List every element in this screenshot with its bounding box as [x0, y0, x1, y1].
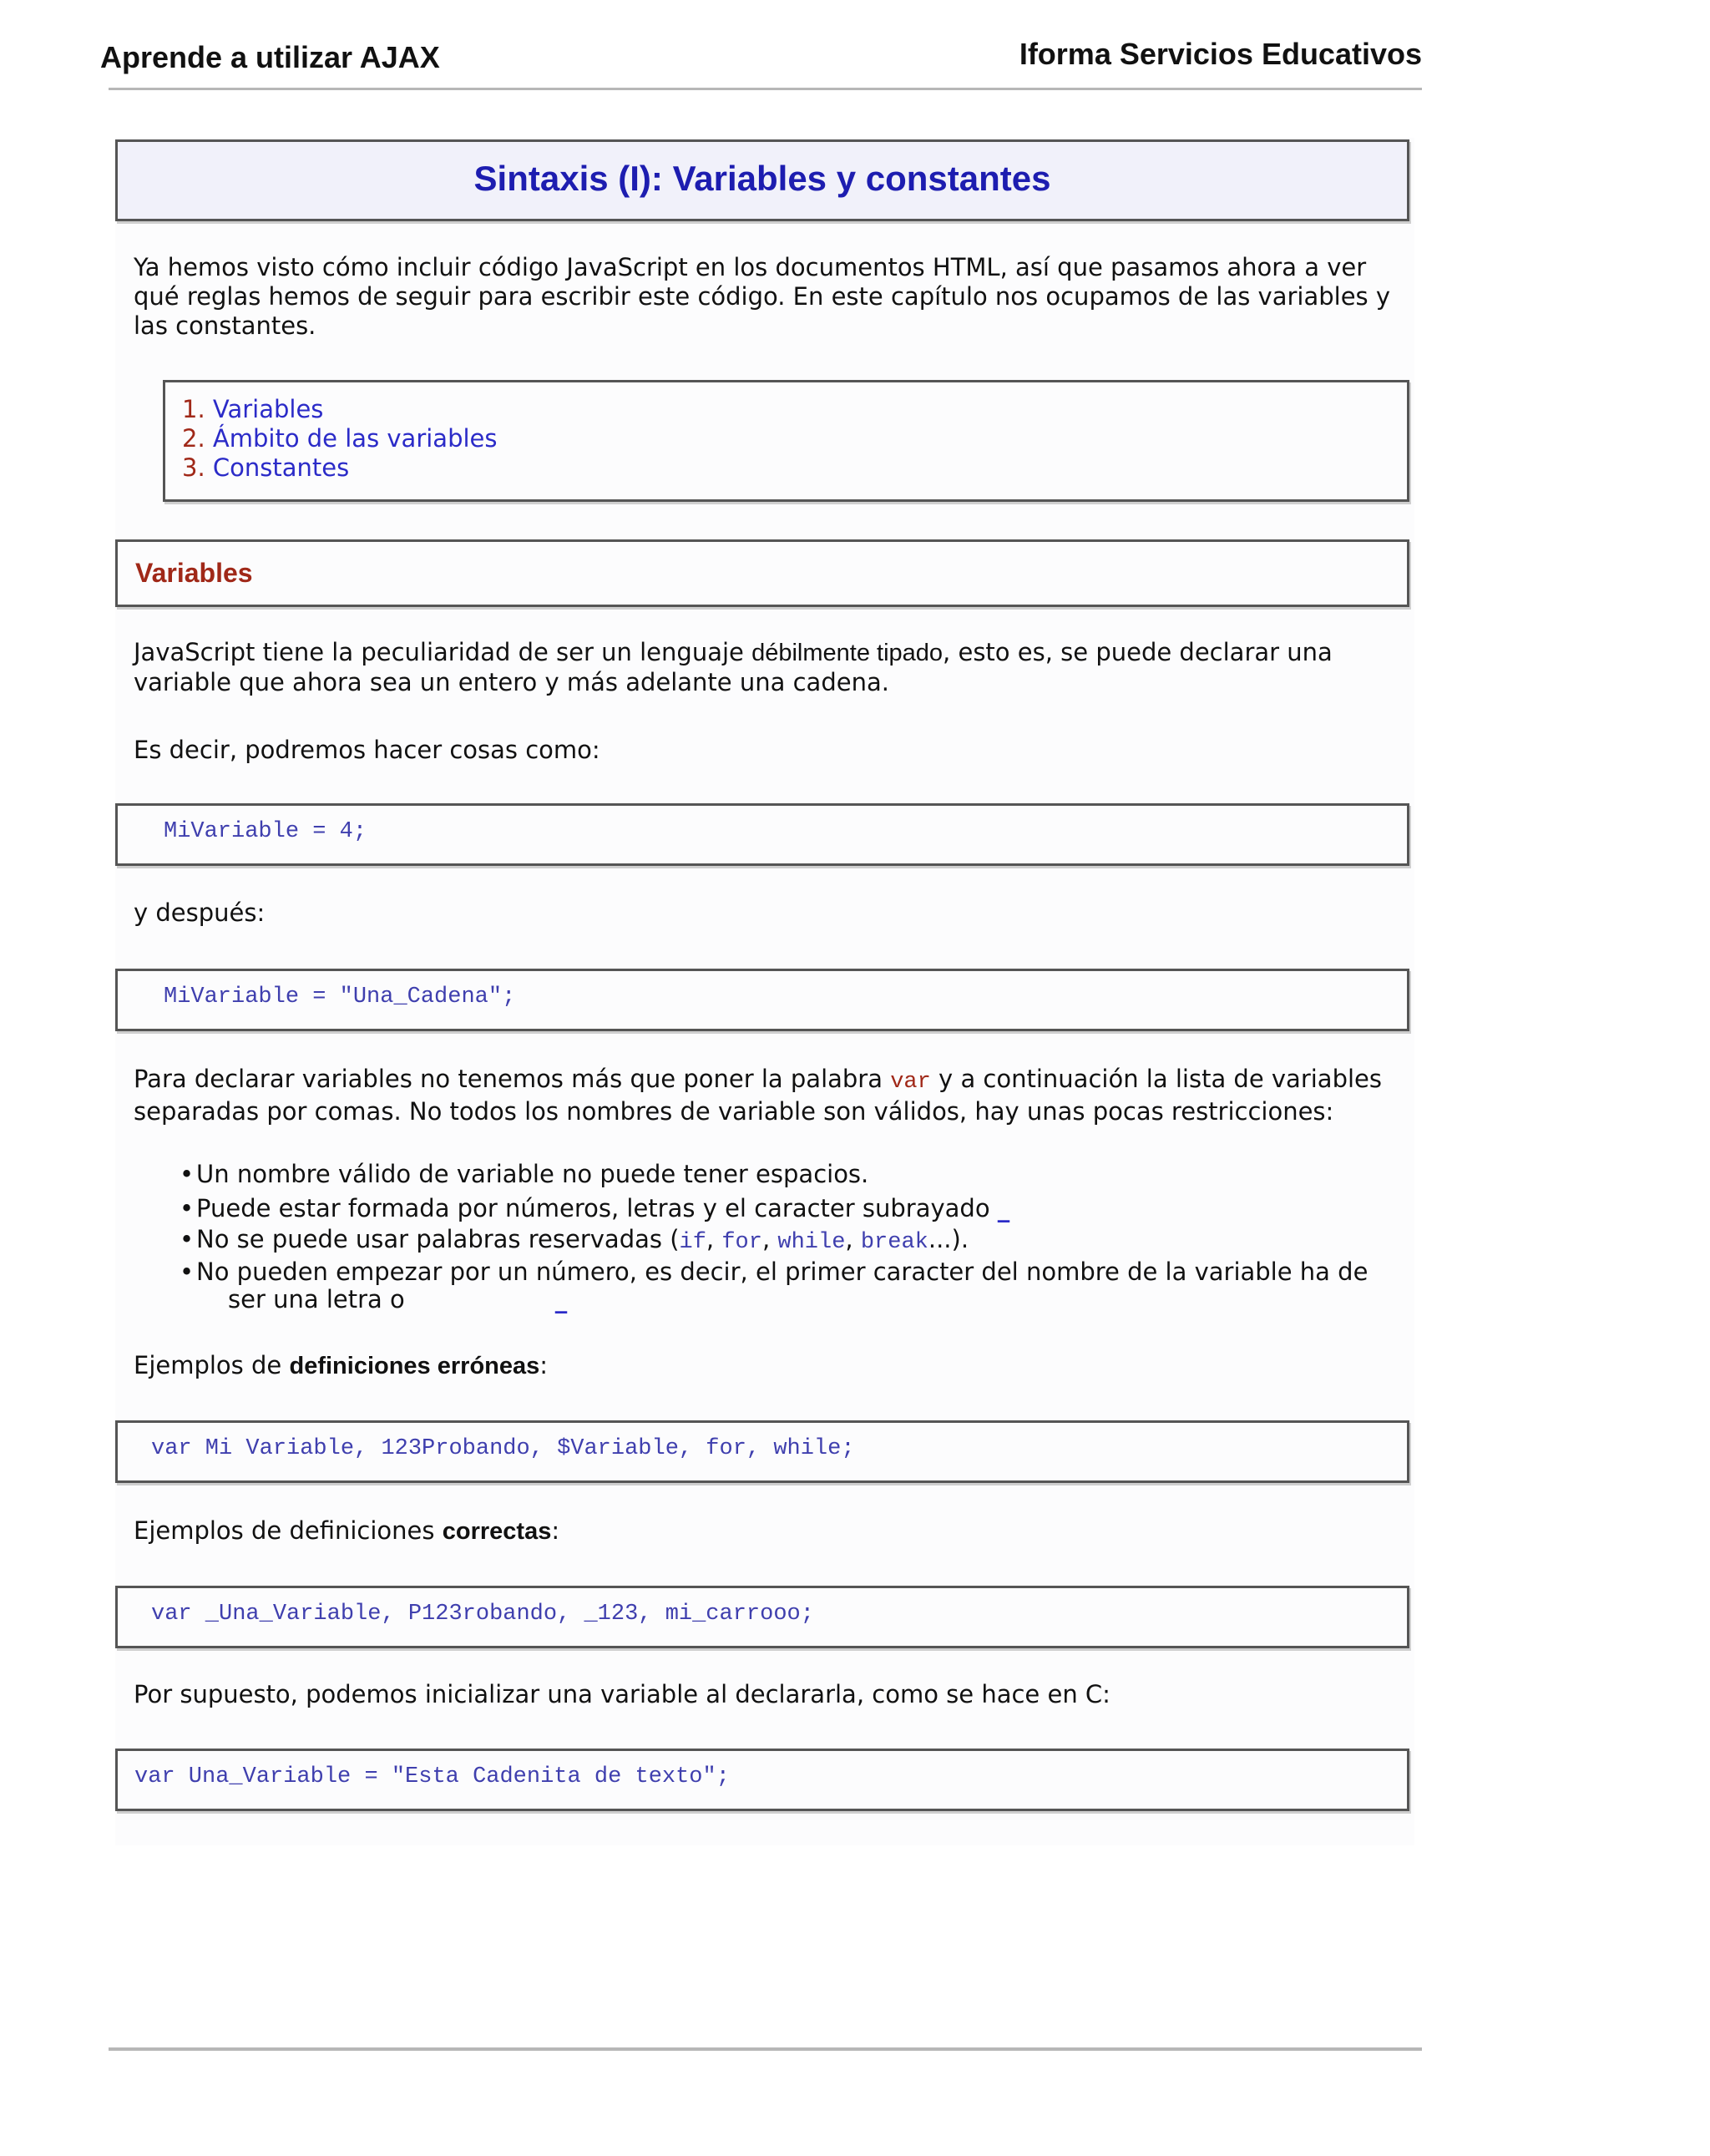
- paragraph-erroneas: [134, 1351, 1403, 1381]
- p5-prefix: Ejemplos de: [134, 1351, 290, 1379]
- toc-link-ambito[interactable]: Ámbito de las variables: [212, 424, 498, 453]
- underscore-glyph: _: [554, 1285, 568, 1313]
- paragraph-correctas: [134, 1516, 1403, 1546]
- p5-suffix: :: [539, 1351, 549, 1379]
- list-item: • No se puede usar palabras reservadas (if, for, while, break...).: [180, 1225, 969, 1255]
- toc-number: 1.: [182, 395, 205, 423]
- p6-bold: correctas: [442, 1518, 552, 1545]
- paragraph-inicializar: Por supuesto, podemos inicializar una variable al declararla, como se hace en C:: [134, 1680, 1110, 1708]
- bullet-2-text: Puede estar formada por números, letras y el caracter subrayado: [196, 1194, 998, 1222]
- section-title: Variables: [135, 558, 253, 588]
- list-item: • Un nombre válido de variable no puede tener espacios.: [180, 1160, 869, 1188]
- toc-item-variables[interactable]: [182, 395, 498, 424]
- intro-line-3: las constantes.: [134, 311, 316, 340]
- code-5: var Una_Variable = "Esta Cadenita de texto";: [134, 1764, 730, 1789]
- intro-paragraph: [134, 253, 1403, 341]
- page-title: Sintaxis (I): Variables y constantes: [473, 159, 1051, 198]
- paragraph-declarar: [134, 1065, 1403, 1126]
- code-block-4: [115, 1586, 1409, 1648]
- bullet-1-text: Un nombre válido de variable no puede tener espacios.: [196, 1160, 869, 1188]
- bullet-4-line2: ser una letra o: [228, 1285, 405, 1313]
- p1-line2: variable que ahora sea un entero y más adelante una cadena.: [134, 668, 889, 696]
- section-header-box: [115, 539, 1409, 607]
- code-2: MiVariable = "Una_Cadena";: [164, 984, 516, 1010]
- p1-part1: JavaScript tiene la peculiaridad de ser un lenguaje: [134, 638, 752, 666]
- bottom-divider: [109, 2047, 1422, 2051]
- top-divider: [109, 88, 1422, 90]
- toc-link-variables[interactable]: Variables: [212, 395, 324, 423]
- p4-line2: separadas por comas. No todos los nombres de variable son válidos, hay unas pocas restricciones:: [134, 1097, 1334, 1126]
- table-of-contents: [163, 380, 1409, 502]
- intro-line-2: qué reglas hemos de seguir para escribir este código. En este capítulo nos ocupamos de las variables y: [134, 282, 1391, 311]
- toc-number: 3.: [182, 453, 205, 482]
- list-item: • Puede estar formada por números, letras y el caracter subrayado _: [180, 1194, 1010, 1222]
- p6-prefix: Ejemplos de definiciones: [134, 1516, 443, 1545]
- p1-part2: , esto es, se puede declarar una: [943, 638, 1333, 666]
- list-item: • No pueden empezar por un número, es decir, el primer caracter del nombre de la variable ha de ser una letra o _: [180, 1258, 1369, 1313]
- code-4: var _Una_Variable, P123robando, _123, mi_carrooo;: [151, 1602, 814, 1627]
- bullet-3-suffix: ...).: [928, 1225, 969, 1253]
- toc-item-ambito[interactable]: [182, 424, 498, 453]
- code-block-1: [115, 803, 1409, 866]
- p4-part2: y a continuación la lista de variables: [930, 1065, 1382, 1093]
- restrictions-list: [180, 1159, 1399, 1313]
- toc-link-constantes[interactable]: Constantes: [212, 453, 350, 482]
- keyword-if: if: [679, 1230, 706, 1255]
- p6-suffix: :: [551, 1516, 560, 1545]
- keyword-var: var: [890, 1070, 931, 1095]
- title-box: [115, 139, 1409, 221]
- paragraph-despues: y después:: [134, 898, 266, 927]
- p1-emphasis: débilmente tipado: [751, 640, 944, 666]
- keyword-while: while: [777, 1230, 846, 1255]
- underscore-glyph: _: [997, 1194, 1010, 1222]
- intro-line-1: Ya hemos visto cómo incluir código JavaScript en los documentos HTML, así que pasamos ahora a ver: [134, 253, 1367, 281]
- separator: ,: [845, 1225, 861, 1253]
- paragraph-weak-typing: [134, 638, 1403, 697]
- p5-bold: definiciones erróneas: [289, 1353, 540, 1379]
- code-block-5: [115, 1749, 1409, 1811]
- p4-part1: Para declarar variables no tenemos más que poner la palabra: [134, 1065, 891, 1093]
- toc-number: 2.: [182, 424, 205, 453]
- keyword-for: for: [721, 1230, 762, 1255]
- separator: ,: [706, 1225, 722, 1253]
- toc-item-constantes[interactable]: [182, 453, 498, 483]
- paragraph-es-decir: Es decir, podremos hacer cosas como:: [134, 736, 600, 764]
- code-1: MiVariable = 4;: [164, 819, 367, 844]
- code-block-2: [115, 969, 1409, 1031]
- code-3: var Mi Variable, 123Probando, $Variable, for, while;: [151, 1436, 855, 1461]
- bullet-3-prefix: No se puede usar palabras reservadas (: [196, 1225, 680, 1253]
- separator: ,: [761, 1225, 778, 1253]
- keyword-break: break: [860, 1230, 928, 1255]
- bullet-4-line1: No pueden empezar por un número, es decir, el primer caracter del nombre de la variable ha de: [196, 1258, 1369, 1286]
- code-block-3: [115, 1420, 1409, 1483]
- header-left-title: Aprende a utilizar AJAX: [100, 40, 440, 74]
- header-right-title: Iforma Servicios Educativos: [1019, 37, 1422, 71]
